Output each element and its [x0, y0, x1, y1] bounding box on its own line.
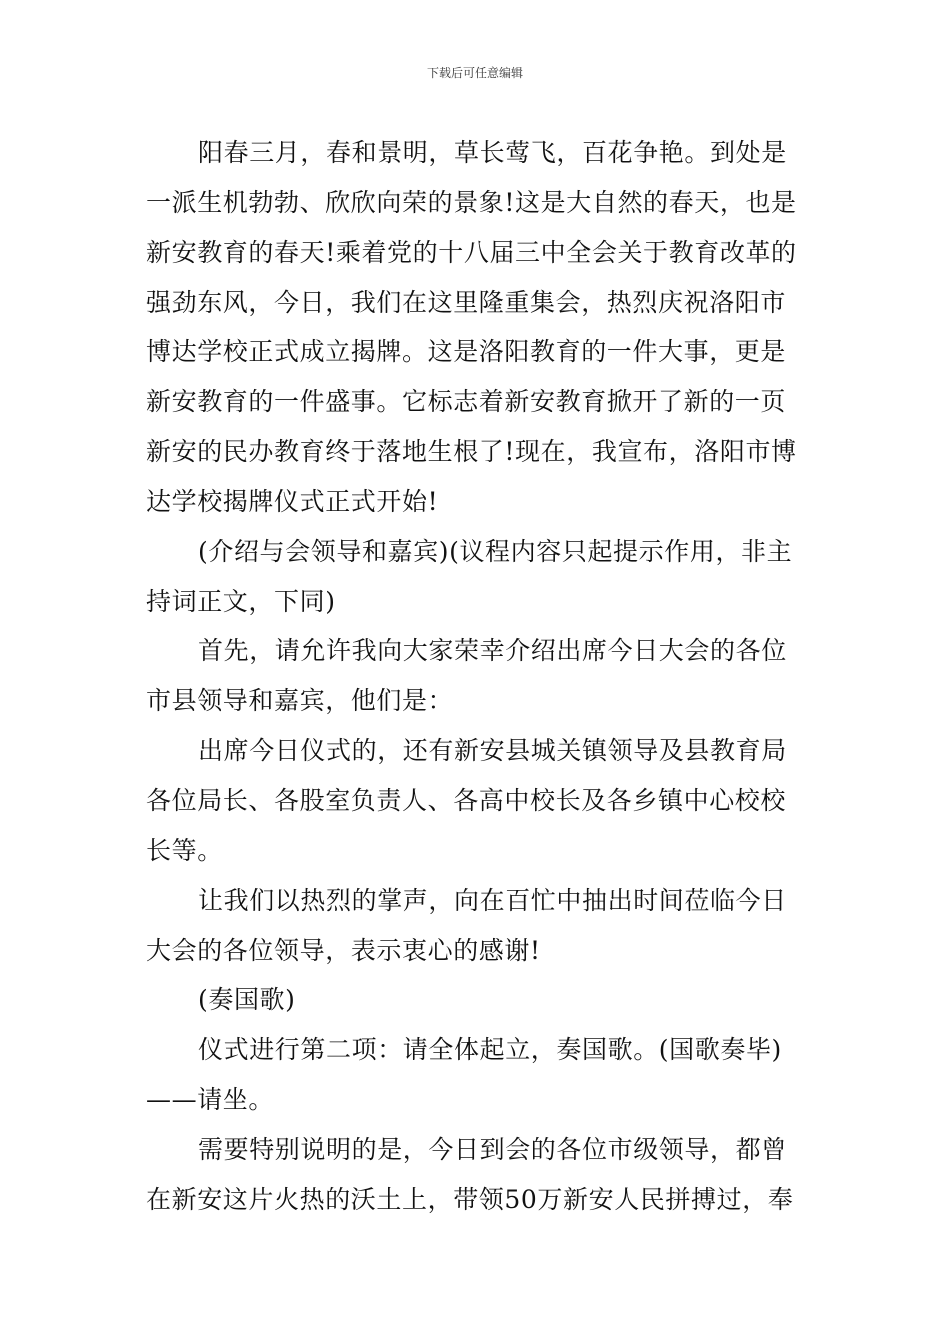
text-line: 新安的民办教育终于落地生根了!现在，我宣布，洛阳市博	[146, 437, 797, 467]
text-line: 各位局长、各股室负责人、各高中校长及各乡镇中心校校	[146, 785, 787, 815]
text-line: (介绍与会领导和嘉宾)(议程内容只起提示作用，非主	[198, 536, 793, 566]
text-line: 首先，请允许我向大家荣幸介绍出席今日大会的各位	[198, 636, 787, 666]
text-line: 市县领导和嘉宾，他们是：	[146, 686, 454, 716]
text-line: 持词正文，下同)	[146, 586, 336, 616]
text-line: 新安教育的春天!乘着党的十八届三中全会关于教育改革的	[146, 237, 797, 267]
text-line: 让我们以热烈的掌声，向在百忙中抽出时间莅临今日	[198, 885, 787, 915]
text-line: ——请坐。	[146, 1085, 275, 1115]
page-header: 下载后可任意编辑	[426, 66, 523, 80]
text-line: 需要特别说明的是，今日到会的各位市级领导，都曾	[198, 1134, 787, 1164]
document-body	[146, 128, 806, 1225]
text-line: 长等。	[146, 835, 223, 865]
text-line: 新安教育的一件盛事。它标志着新安教育掀开了新的一页	[146, 387, 787, 417]
text-line: 仪式进行第二项：请全体起立，奏国歌。(国歌奏毕)	[198, 1035, 782, 1065]
text-line: 在新安这片火热的沃土上，带领50万新安人民拼搏过，奉	[146, 1184, 794, 1214]
text-line: 达学校揭牌仪式正式开始!	[146, 486, 439, 516]
text-line: 一派生机勃勃、欣欣向荣的景象!这是大自然的春天，也是	[146, 187, 797, 217]
text-line: 阳春三月，春和景明，草长莺飞，百花争艳。到处是	[198, 138, 787, 167]
text-line: (奏国歌)	[198, 985, 296, 1015]
text-line: 出席今日仪式的，还有新安县城关镇领导及县教育局	[198, 736, 787, 766]
text-line: 博达学校正式成立揭牌。这是洛阳教育的一件大事，更是	[146, 337, 787, 367]
text-line: 强劲东风，今日，我们在这里隆重集会，热烈庆祝洛阳市	[146, 287, 787, 317]
text-line: 大会的各位领导，表示衷心的感谢!	[146, 935, 541, 965]
